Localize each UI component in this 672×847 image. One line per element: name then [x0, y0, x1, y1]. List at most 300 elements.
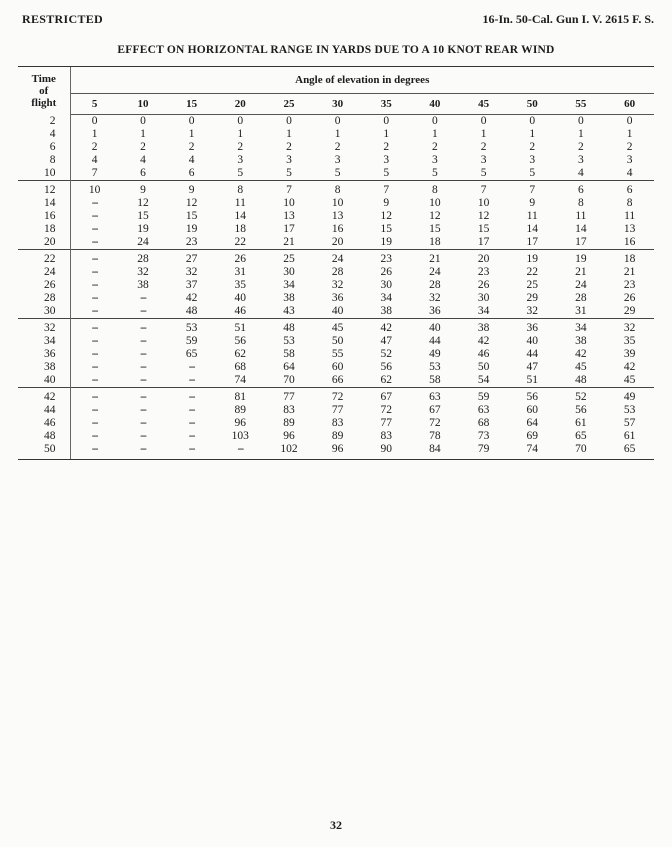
range-value-cell: -- — [140, 348, 146, 360]
range-value-cell: 3 — [237, 154, 244, 166]
range-value-cell: 70 — [557, 443, 606, 460]
range-value-cell: 13 — [283, 210, 295, 222]
table-row — [18, 305, 654, 319]
angle-column-header: 25 — [265, 94, 314, 115]
range-value-cell: 4 — [626, 167, 633, 179]
range-value-cell: 2 — [529, 141, 536, 153]
range-value-cell: 19 — [380, 236, 393, 248]
table-row — [18, 167, 654, 181]
range-value-cell: 14 — [234, 210, 247, 222]
range-value-cell: 15 — [137, 210, 149, 222]
range-value-cell: 24 — [313, 250, 362, 267]
range-value-cell: 21 — [411, 250, 460, 267]
range-value-cell: 12 — [185, 197, 198, 209]
range-value-cell: 61 — [575, 417, 587, 429]
angle-of-elevation-header: Angle of elevation in degrees — [70, 67, 654, 94]
range-value-cell: 23 — [477, 266, 490, 278]
range-value-cell: -- — [91, 348, 98, 360]
time-of-flight-header — [18, 67, 70, 115]
angle-column-header: 55 — [557, 94, 606, 115]
time-header-line: flight — [31, 96, 57, 109]
range-value-cell: 16 — [623, 236, 636, 248]
range-value-cell: 73 — [477, 430, 490, 442]
range-value-cell: 36 — [508, 319, 557, 336]
range-value-cell: -- — [91, 210, 98, 222]
range-value-cell: 40 — [411, 319, 460, 336]
range-value-cell: -- — [140, 430, 146, 442]
time-of-flight-cell: 40 — [18, 374, 70, 388]
table-row — [18, 210, 654, 223]
range-value-cell: 9 — [383, 197, 390, 209]
range-value-cell: -- — [91, 266, 98, 278]
range-value-cell: 43 — [283, 305, 295, 317]
range-value-cell: 24 — [429, 266, 441, 278]
range-value-cell: 5 — [480, 167, 487, 179]
page-number: 32 — [330, 818, 342, 832]
angle-column-header: 50 — [508, 94, 557, 115]
range-value-cell: 4 — [578, 167, 584, 179]
range-value-cell: 51 — [216, 319, 265, 336]
range-value-cell: 16 — [331, 223, 344, 235]
range-value-cell: -- — [188, 404, 195, 416]
range-value-cell: 57 — [623, 417, 636, 429]
range-value-cell: 48 — [575, 374, 587, 386]
range-value-cell: 5 — [334, 167, 341, 179]
range-value-cell: -- — [91, 417, 98, 429]
range-value-cell: 7 — [362, 181, 411, 198]
restricted-label: RESTRICTED — [22, 12, 104, 26]
table-row — [18, 374, 654, 388]
range-value-cell: 58 — [283, 348, 295, 360]
range-value-cell: 7 — [508, 181, 557, 198]
range-value-cell: 89 — [234, 404, 247, 416]
range-value-cell: 2 — [480, 141, 487, 153]
range-value-cell: 65 — [605, 443, 654, 460]
angle-column-header: 10 — [119, 94, 168, 115]
range-value-cell: 40 — [526, 335, 538, 347]
range-value-cell: -- — [167, 388, 216, 405]
range-value-cell: 30 — [283, 266, 295, 278]
range-value-cell: 14 — [526, 223, 538, 235]
range-value-cell: -- — [140, 417, 146, 429]
range-value-cell: -- — [188, 374, 195, 386]
range-effect-table — [18, 66, 654, 460]
range-value-cell: 42 — [362, 319, 411, 336]
range-value-cell: 74 — [234, 374, 247, 386]
range-value-cell: 31 — [234, 266, 247, 278]
range-value-cell: 42 — [185, 292, 198, 304]
range-value-cell: 15 — [380, 223, 393, 235]
range-value-cell: 10 — [70, 181, 119, 198]
range-value-cell: 59 — [185, 335, 198, 347]
range-value-cell: 6 — [188, 167, 195, 179]
range-value-cell: 2 — [383, 141, 390, 153]
range-value-cell: 24 — [575, 279, 587, 291]
table-row — [18, 388, 654, 405]
time-of-flight-cell: 34 — [18, 335, 70, 348]
time-of-flight-cell: 12 — [18, 181, 70, 198]
range-value-cell: 0 — [529, 115, 536, 127]
range-value-cell: 17 — [477, 236, 490, 248]
range-value-cell: 11 — [575, 210, 587, 222]
range-value-cell: -- — [119, 443, 168, 460]
range-value-cell: 39 — [623, 348, 636, 360]
range-value-cell: 35 — [234, 279, 247, 291]
table-row — [18, 236, 654, 250]
range-value-cell: 72 — [380, 404, 393, 416]
range-value-cell: 10 — [477, 197, 490, 209]
range-value-cell: 10 — [283, 197, 295, 209]
range-value-cell: 34 — [283, 279, 295, 291]
range-value-cell: 77 — [380, 417, 393, 429]
time-of-flight-cell: 20 — [18, 236, 70, 250]
range-value-cell: 68 — [477, 417, 490, 429]
range-value-cell: 60 — [526, 404, 538, 416]
range-value-cell: -- — [167, 443, 216, 460]
time-of-flight-cell: 8 — [18, 154, 70, 167]
range-value-cell: 18 — [605, 250, 654, 267]
range-value-cell: 10 — [331, 197, 344, 209]
range-value-cell: 3 — [626, 154, 633, 166]
range-value-cell: 83 — [331, 417, 344, 429]
table-row — [18, 443, 654, 460]
range-value-cell: 7 — [265, 181, 314, 198]
range-value-cell: 22 — [526, 266, 538, 278]
range-value-cell: 52 — [380, 348, 393, 360]
range-value-cell: 26 — [477, 279, 490, 291]
range-value-cell: 51 — [526, 374, 538, 386]
range-value-cell: 103 — [231, 430, 249, 442]
range-value-cell: 0 — [578, 115, 584, 127]
range-value-cell: 74 — [508, 443, 557, 460]
range-value-cell: 50 — [331, 335, 344, 347]
range-value-cell: 23 — [185, 236, 198, 248]
range-value-cell: 3 — [432, 154, 438, 166]
range-value-cell: 2 — [578, 141, 584, 153]
range-value-cell: 32 — [605, 319, 654, 336]
range-value-cell: 64 — [283, 361, 295, 373]
range-value-cell: 42 — [623, 361, 636, 373]
range-value-cell: 55 — [331, 348, 344, 360]
range-value-cell: 4 — [91, 154, 98, 166]
range-value-cell: 30 — [380, 279, 393, 291]
range-value-cell: 44 — [526, 348, 538, 360]
range-value-cell: 4 — [188, 154, 195, 166]
range-value-cell: 17 — [575, 236, 587, 248]
range-value-cell: -- — [91, 197, 98, 209]
range-value-cell: 2 — [237, 141, 244, 153]
time-of-flight-cell: 18 — [18, 223, 70, 236]
range-value-cell: 35 — [623, 335, 636, 347]
range-value-cell: 2 — [140, 141, 146, 153]
range-value-cell: -- — [91, 223, 98, 235]
range-value-cell: 32 — [137, 266, 149, 278]
angle-column-header: 40 — [411, 94, 460, 115]
time-of-flight-cell: 48 — [18, 430, 70, 443]
time-of-flight-cell: 10 — [18, 167, 70, 181]
range-value-cell: 96 — [283, 430, 295, 442]
range-value-cell: 61 — [623, 430, 636, 442]
range-value-cell: 42 — [575, 348, 587, 360]
range-value-cell: 1 — [237, 128, 244, 140]
range-value-cell: 68 — [234, 361, 247, 373]
range-value-cell: 63 — [477, 404, 490, 416]
range-value-cell: 28 — [119, 250, 168, 267]
range-value-cell: 5 — [432, 167, 438, 179]
range-value-cell: 2 — [188, 141, 195, 153]
range-value-cell: -- — [216, 443, 265, 460]
range-value-cell: 0 — [237, 115, 244, 127]
range-value-cell: 62 — [380, 374, 393, 386]
range-value-cell: 38 — [459, 319, 508, 336]
range-value-cell: 15 — [185, 210, 198, 222]
range-value-cell: 28 — [331, 266, 344, 278]
range-value-cell: 69 — [526, 430, 538, 442]
range-value-cell: 11 — [234, 197, 246, 209]
range-value-cell: -- — [70, 388, 119, 405]
range-value-cell: -- — [188, 430, 195, 442]
table-row — [18, 250, 654, 267]
range-value-cell: -- — [140, 305, 146, 317]
table-row — [18, 404, 654, 417]
range-value-cell: 4 — [140, 154, 146, 166]
range-value-cell: 28 — [429, 279, 441, 291]
range-value-cell: 15 — [429, 223, 441, 235]
range-value-cell: 8 — [411, 181, 460, 198]
time-of-flight-cell: 28 — [18, 292, 70, 305]
range-value-cell: 52 — [557, 388, 606, 405]
range-value-cell: 21 — [623, 266, 636, 278]
range-value-cell: 3 — [480, 154, 487, 166]
range-value-cell: 65 — [185, 348, 198, 360]
range-value-cell: 1 — [626, 128, 633, 140]
range-value-cell: 59 — [459, 388, 508, 405]
range-value-cell: 12 — [380, 210, 393, 222]
range-value-cell: 3 — [334, 154, 341, 166]
range-value-cell: -- — [188, 417, 195, 429]
time-of-flight-cell: 38 — [18, 361, 70, 374]
range-value-cell: 8 — [626, 197, 633, 209]
time-of-flight-cell: 46 — [18, 417, 70, 430]
table-row — [18, 128, 654, 141]
range-value-cell: 1 — [286, 128, 292, 140]
angle-column-header: 45 — [459, 94, 508, 115]
range-value-cell: 50 — [477, 361, 490, 373]
range-value-cell: 34 — [477, 305, 490, 317]
range-value-cell: 62 — [234, 348, 247, 360]
range-value-cell: 2 — [432, 141, 438, 153]
range-value-cell: 19 — [137, 223, 149, 235]
range-value-cell: 31 — [575, 305, 587, 317]
range-value-cell: 1 — [480, 128, 487, 140]
range-value-cell: 89 — [331, 430, 344, 442]
range-value-cell: 2 — [91, 141, 98, 153]
range-value-cell: 67 — [362, 388, 411, 405]
range-value-cell: 32 — [429, 292, 441, 304]
time-of-flight-cell: 14 — [18, 197, 70, 210]
range-value-cell: -- — [140, 404, 146, 416]
range-value-cell: -- — [70, 443, 119, 460]
range-value-cell: 48 — [185, 305, 198, 317]
time-of-flight-cell: 16 — [18, 210, 70, 223]
range-value-cell: 26 — [216, 250, 265, 267]
range-value-cell: 3 — [529, 154, 536, 166]
time-of-flight-cell: 30 — [18, 305, 70, 319]
range-value-cell: 45 — [623, 374, 636, 386]
range-value-cell: -- — [140, 292, 146, 304]
range-value-cell: 12 — [429, 210, 441, 222]
range-value-cell: 17 — [283, 223, 295, 235]
range-value-cell: 9 — [167, 181, 216, 198]
range-value-cell: 8 — [216, 181, 265, 198]
range-value-cell: -- — [140, 361, 146, 373]
table-row — [18, 181, 654, 198]
angle-column-header: 5 — [70, 94, 119, 115]
range-value-cell: -- — [119, 319, 168, 336]
range-value-cell: 63 — [411, 388, 460, 405]
range-value-cell: 13 — [623, 223, 636, 235]
range-value-cell: 27 — [167, 250, 216, 267]
range-value-cell: 19 — [185, 223, 198, 235]
range-value-cell: 40 — [331, 305, 344, 317]
range-value-cell: 48 — [265, 319, 314, 336]
range-value-cell: 6 — [605, 181, 654, 198]
table-row — [18, 115, 654, 129]
range-value-cell: 53 — [429, 361, 441, 373]
range-value-cell: 3 — [578, 154, 584, 166]
range-value-cell: -- — [91, 292, 98, 304]
range-effect-table-container — [18, 66, 654, 460]
range-value-cell: 5 — [237, 167, 244, 179]
range-value-cell: 79 — [459, 443, 508, 460]
range-value-cell: 22 — [234, 236, 247, 248]
table-row — [18, 292, 654, 305]
range-value-cell: 30 — [477, 292, 490, 304]
range-value-cell: 83 — [380, 430, 393, 442]
range-value-cell: 1 — [188, 128, 195, 140]
range-value-cell: 29 — [526, 292, 538, 304]
range-value-cell: 38 — [283, 292, 295, 304]
range-value-cell: -- — [70, 319, 119, 336]
range-value-cell: -- — [188, 361, 195, 373]
table-row — [18, 223, 654, 236]
range-value-cell: 11 — [624, 210, 636, 222]
angle-column-header: 35 — [362, 94, 411, 115]
range-value-cell: -- — [91, 279, 98, 291]
time-of-flight-cell: 4 — [18, 128, 70, 141]
range-value-cell: 67 — [429, 404, 441, 416]
time-of-flight-cell: 2 — [18, 115, 70, 129]
range-value-cell: 2 — [334, 141, 341, 153]
range-value-cell: -- — [91, 404, 98, 416]
range-value-cell: 19 — [557, 250, 606, 267]
range-value-cell: 34 — [557, 319, 606, 336]
range-value-cell: 38 — [380, 305, 393, 317]
range-value-cell: -- — [140, 335, 146, 347]
range-value-cell: 36 — [429, 305, 441, 317]
table-row — [18, 319, 654, 336]
range-value-cell: 3 — [383, 154, 390, 166]
range-value-cell: 13 — [331, 210, 344, 222]
table-row — [18, 154, 654, 167]
range-value-cell: 8 — [578, 197, 584, 209]
range-value-cell: 21 — [283, 236, 295, 248]
range-value-cell: 102 — [265, 443, 314, 460]
range-value-cell: 32 — [526, 305, 538, 317]
range-value-cell: 47 — [380, 335, 393, 347]
range-value-cell: 7 — [459, 181, 508, 198]
range-value-cell: 45 — [313, 319, 362, 336]
range-value-cell: -- — [91, 335, 98, 347]
range-value-cell: 78 — [429, 430, 441, 442]
range-value-cell: 9 — [119, 181, 168, 198]
range-value-cell: 77 — [265, 388, 314, 405]
range-value-cell: 5 — [529, 167, 536, 179]
range-value-cell: 90 — [362, 443, 411, 460]
range-value-cell: 72 — [429, 417, 441, 429]
range-value-cell: 5 — [286, 167, 292, 179]
range-value-cell: 0 — [480, 115, 487, 127]
range-value-cell: 42 — [477, 335, 490, 347]
range-value-cell: 3 — [286, 154, 292, 166]
table-row — [18, 279, 654, 292]
range-value-cell: 81 — [216, 388, 265, 405]
range-value-cell: -- — [91, 361, 98, 373]
range-value-cell: 26 — [380, 266, 393, 278]
range-value-cell: -- — [140, 374, 146, 386]
range-value-cell: 12 — [477, 210, 490, 222]
range-value-cell: 64 — [526, 417, 538, 429]
range-value-cell: 6 — [557, 181, 606, 198]
range-value-cell: 0 — [334, 115, 341, 127]
range-value-cell: 53 — [623, 404, 636, 416]
table-row — [18, 417, 654, 430]
range-value-cell: -- — [91, 305, 98, 317]
range-value-cell: 25 — [265, 250, 314, 267]
range-value-cell: 96 — [234, 417, 247, 429]
range-value-cell: 56 — [234, 335, 247, 347]
range-value-cell: 65 — [575, 430, 587, 442]
time-of-flight-cell: 42 — [18, 388, 70, 405]
time-of-flight-cell: 32 — [18, 319, 70, 336]
range-value-cell: 17 — [526, 236, 538, 248]
page-header — [22, 12, 654, 28]
table-row — [18, 197, 654, 210]
range-value-cell: 44 — [429, 335, 441, 347]
range-value-cell: 1 — [91, 128, 98, 140]
range-value-cell: 0 — [626, 115, 633, 127]
range-value-cell: 72 — [313, 388, 362, 405]
range-value-cell: 47 — [526, 361, 538, 373]
range-value-cell: 49 — [429, 348, 441, 360]
range-value-cell: 38 — [575, 335, 587, 347]
range-value-cell: 0 — [91, 115, 98, 127]
range-value-cell: 23 — [362, 250, 411, 267]
range-value-cell: 45 — [575, 361, 587, 373]
range-value-cell: 34 — [380, 292, 393, 304]
time-of-flight-cell: 26 — [18, 279, 70, 292]
range-value-cell: 89 — [283, 417, 295, 429]
range-value-cell: 2 — [626, 141, 633, 153]
range-value-cell: -- — [91, 430, 98, 442]
range-value-cell: -- — [91, 374, 98, 386]
range-value-cell: 20 — [331, 236, 344, 248]
range-value-cell: 18 — [234, 223, 247, 235]
range-value-cell: 15 — [477, 223, 490, 235]
range-value-cell: 26 — [623, 292, 636, 304]
range-value-cell: 25 — [526, 279, 538, 291]
range-value-cell: 40 — [234, 292, 247, 304]
